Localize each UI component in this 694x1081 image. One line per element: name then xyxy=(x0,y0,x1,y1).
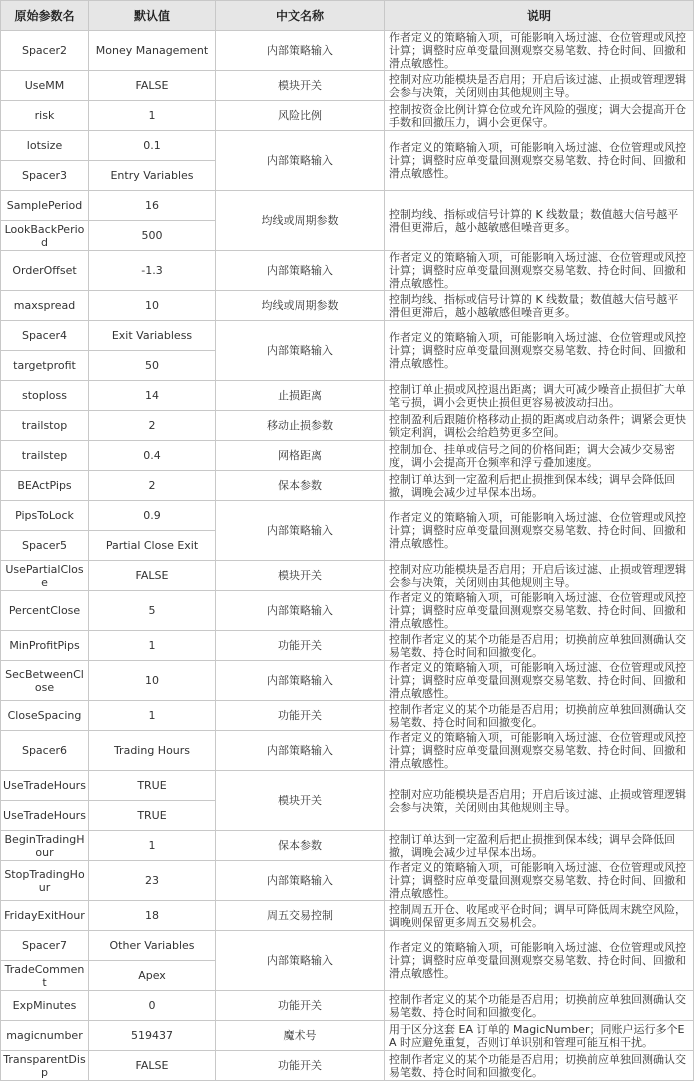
table-row xyxy=(1,31,694,71)
default-value-cell: Exit Variabless xyxy=(89,321,216,351)
param-name-cell: Spacer4 xyxy=(1,321,89,351)
table-row xyxy=(1,191,694,221)
table-row xyxy=(1,71,694,101)
chinese-name-cell: 内部策略输入 xyxy=(216,31,385,71)
param-name-cell: TradeComment xyxy=(1,961,89,991)
chinese-name-cell: 保本参数 xyxy=(216,471,385,501)
table-row xyxy=(1,501,694,531)
table-row xyxy=(1,591,694,631)
chinese-name-cell: 功能开关 xyxy=(216,1051,385,1081)
chinese-name-cell: 内部策略输入 xyxy=(216,321,385,381)
default-value-cell: 0.4 xyxy=(89,441,216,471)
chinese-name-cell: 模块开关 xyxy=(216,771,385,831)
param-name-cell: MinProfitPips xyxy=(1,631,89,661)
chinese-name-cell: 内部策略输入 xyxy=(216,131,385,191)
default-value-cell: Entry Variables xyxy=(89,161,216,191)
description-cell: 控制作者定义的某个功能是否启用；切换前应单独回测确认交易笔数、持仓时间和回撤变化。 xyxy=(385,631,694,661)
param-name-cell: Spacer3 xyxy=(1,161,89,191)
chinese-name-cell: 内部策略输入 xyxy=(216,731,385,771)
description-cell: 控制作者定义的某个功能是否启用；切换前应单独回测确认交易笔数、持仓时间和回撤变化。 xyxy=(385,701,694,731)
default-value-cell: 10 xyxy=(89,661,216,701)
param-name-cell: risk xyxy=(1,101,89,131)
description-cell: 控制作者定义的某个功能是否启用；切换前应单独回测确认交易笔数、持仓时间和回撤变化。 xyxy=(385,1051,694,1081)
default-value-cell: Partial Close Exit xyxy=(89,531,216,561)
description-cell: 控制按资金比例计算仓位或允许风险的强度；调大会提高开仓手数和回撤压力，调小会更保守。 xyxy=(385,101,694,131)
table-row xyxy=(1,661,694,701)
param-name-cell: stoploss xyxy=(1,381,89,411)
description-cell: 控制对应功能模块是否启用；开启后该过滤、止损或管理逻辑会参与决策，关闭则由其他规则主导。 xyxy=(385,561,694,591)
param-name-cell: UseMM xyxy=(1,71,89,101)
description-cell: 作者定义的策略输入项，可能影响入场过滤、仓位管理或风控计算；调整时应单变量回测观察交易笔数、持仓时间、回撤和滑点敏感性。 xyxy=(385,591,694,631)
param-name-cell: UseTradeHours xyxy=(1,771,89,801)
description-cell: 控制订单达到一定盈利后把止损推到保本线；调早会降低回撤，调晚会减少过早保本出场。 xyxy=(385,471,694,501)
default-value-cell: -1.3 xyxy=(89,251,216,291)
table-row xyxy=(1,411,694,441)
description-cell: 控制对应功能模块是否启用；开启后该过滤、止损或管理逻辑会参与决策，关闭则由其他规则主导。 xyxy=(385,771,694,831)
chinese-name-cell: 模块开关 xyxy=(216,561,385,591)
header-chinese-name: 中文名称 xyxy=(216,1,385,31)
param-name-cell: Spacer5 xyxy=(1,531,89,561)
param-name-cell: trailstep xyxy=(1,441,89,471)
table-row xyxy=(1,931,694,961)
chinese-name-cell: 内部策略输入 xyxy=(216,591,385,631)
table-body xyxy=(1,31,694,1081)
param-name-cell: Spacer6 xyxy=(1,731,89,771)
table-row xyxy=(1,381,694,411)
chinese-name-cell: 均线或周期参数 xyxy=(216,291,385,321)
chinese-name-cell: 内部策略输入 xyxy=(216,661,385,701)
table-row xyxy=(1,561,694,591)
chinese-name-cell: 功能开关 xyxy=(216,631,385,661)
default-value-cell: TRUE xyxy=(89,801,216,831)
default-value-cell: 1 xyxy=(89,631,216,661)
table-row xyxy=(1,731,694,771)
description-cell: 控制均线、指标或信号计算的 K 线数量；数值越大信号越平滑但更滞后，越小越敏感但噪音更多。 xyxy=(385,291,694,321)
default-value-cell: 1 xyxy=(89,101,216,131)
param-name-cell: TransparentDisp xyxy=(1,1051,89,1081)
default-value-cell: Money Management xyxy=(89,31,216,71)
description-cell: 用于区分这套 EA 订单的 MagicNumber；同账户运行多个EA 时应避免重复，否则订单识别和管理可能互相干扰。 xyxy=(385,1021,694,1051)
chinese-name-cell: 功能开关 xyxy=(216,701,385,731)
default-value-cell: 14 xyxy=(89,381,216,411)
param-name-cell: targetprofit xyxy=(1,351,89,381)
default-value-cell: 23 xyxy=(89,861,216,901)
param-name-cell: BeginTradingHour xyxy=(1,831,89,861)
description-cell: 控制作者定义的某个功能是否启用；切换前应单独回测确认交易笔数、持仓时间和回撤变化。 xyxy=(385,991,694,1021)
table-row xyxy=(1,701,694,731)
default-value-cell: 0.9 xyxy=(89,501,216,531)
table-header-row xyxy=(1,1,694,31)
description-cell: 控制均线、指标或信号计算的 K 线数量；数值越大信号越平滑但更滞后，越小越敏感但噪音更多。 xyxy=(385,191,694,251)
param-name-cell: Spacer2 xyxy=(1,31,89,71)
param-name-cell: CloseSpacing xyxy=(1,701,89,731)
default-value-cell: Apex xyxy=(89,961,216,991)
description-cell: 作者定义的策略输入项，可能影响入场过滤、仓位管理或风控计算；调整时应单变量回测观察交易笔数、持仓时间、回撤和滑点敏感性。 xyxy=(385,931,694,991)
chinese-name-cell: 功能开关 xyxy=(216,991,385,1021)
description-cell: 控制订单达到一定盈利后把止损推到保本线；调早会降低回撤，调晚会减少过早保本出场。 xyxy=(385,831,694,861)
table-row xyxy=(1,321,694,351)
chinese-name-cell: 内部策略输入 xyxy=(216,251,385,291)
default-value-cell: 2 xyxy=(89,471,216,501)
table-row xyxy=(1,991,694,1021)
description-cell: 作者定义的策略输入项，可能影响入场过滤、仓位管理或风控计算；调整时应单变量回测观察交易笔数、持仓时间、回撤和滑点敏感性。 xyxy=(385,661,694,701)
table-row xyxy=(1,771,694,801)
param-name-cell: UsePartialClose xyxy=(1,561,89,591)
chinese-name-cell: 内部策略输入 xyxy=(216,931,385,991)
description-cell: 作者定义的策略输入项，可能影响入场过滤、仓位管理或风控计算；调整时应单变量回测观察交易笔数、持仓时间、回撤和滑点敏感性。 xyxy=(385,321,694,381)
default-value-cell: 16 xyxy=(89,191,216,221)
param-name-cell: BEActPips xyxy=(1,471,89,501)
param-name-cell: SecBetweenClose xyxy=(1,661,89,701)
default-value-cell: TRUE xyxy=(89,771,216,801)
description-cell: 作者定义的策略输入项，可能影响入场过滤、仓位管理或风控计算；调整时应单变量回测观察交易笔数、持仓时间、回撤和滑点敏感性。 xyxy=(385,501,694,561)
table-row xyxy=(1,861,694,901)
default-value-cell: FALSE xyxy=(89,1051,216,1081)
description-cell: 控制加仓、挂单或信号之间的价格间距；调大会减少交易密度，调小会提高开仓频率和浮亏叠加速度。 xyxy=(385,441,694,471)
description-cell: 作者定义的策略输入项，可能影响入场过滤、仓位管理或风控计算；调整时应单变量回测观察交易笔数、持仓时间、回撤和滑点敏感性。 xyxy=(385,31,694,71)
default-value-cell: 2 xyxy=(89,411,216,441)
default-value-cell: 519437 xyxy=(89,1021,216,1051)
description-cell: 作者定义的策略输入项，可能影响入场过滤、仓位管理或风控计算；调整时应单变量回测观察交易笔数、持仓时间、回撤和滑点敏感性。 xyxy=(385,731,694,771)
description-cell: 作者定义的策略输入项，可能影响入场过滤、仓位管理或风控计算；调整时应单变量回测观察交易笔数、持仓时间、回撤和滑点敏感性。 xyxy=(385,251,694,291)
chinese-name-cell: 保本参数 xyxy=(216,831,385,861)
description-cell: 控制周五开仓、收尾或平仓时间；调早可降低周末跳空风险，调晚则保留更多周五交易机会。 xyxy=(385,901,694,931)
param-name-cell: FridayExitHour xyxy=(1,901,89,931)
chinese-name-cell: 内部策略输入 xyxy=(216,501,385,561)
chinese-name-cell: 网格距离 xyxy=(216,441,385,471)
default-value-cell: 5 xyxy=(89,591,216,631)
table-row xyxy=(1,1051,694,1081)
param-name-cell: UseTradeHours xyxy=(1,801,89,831)
param-name-cell: magicnumber xyxy=(1,1021,89,1051)
default-value-cell: 500 xyxy=(89,221,216,251)
description-cell: 作者定义的策略输入项，可能影响入场过滤、仓位管理或风控计算；调整时应单变量回测观察交易笔数、持仓时间、回撤和滑点敏感性。 xyxy=(385,131,694,191)
description-cell: 作者定义的策略输入项，可能影响入场过滤、仓位管理或风控计算；调整时应单变量回测观察交易笔数、持仓时间、回撤和滑点敏感性。 xyxy=(385,861,694,901)
param-name-cell: maxspread xyxy=(1,291,89,321)
default-value-cell: FALSE xyxy=(89,71,216,101)
table-row xyxy=(1,131,694,161)
param-name-cell: ExpMinutes xyxy=(1,991,89,1021)
chinese-name-cell: 移动止损参数 xyxy=(216,411,385,441)
default-value-cell: Trading Hours xyxy=(89,731,216,771)
chinese-name-cell: 周五交易控制 xyxy=(216,901,385,931)
default-value-cell: 1 xyxy=(89,701,216,731)
header-default-value: 默认值 xyxy=(89,1,216,31)
table-row xyxy=(1,831,694,861)
param-name-cell: LookBackPeriod xyxy=(1,221,89,251)
param-name-cell: trailstop xyxy=(1,411,89,441)
param-name-cell: StopTradingHour xyxy=(1,861,89,901)
chinese-name-cell: 魔术号 xyxy=(216,1021,385,1051)
default-value-cell: FALSE xyxy=(89,561,216,591)
param-name-cell: PercentClose xyxy=(1,591,89,631)
table-row xyxy=(1,251,694,291)
param-name-cell: OrderOffset xyxy=(1,251,89,291)
chinese-name-cell: 风险比例 xyxy=(216,101,385,131)
param-name-cell: PipsToLock xyxy=(1,501,89,531)
description-cell: 控制盈利后跟随价格移动止损的距离或启动条件；调紧会更快锁定利润，调松会给趋势更多空间。 xyxy=(385,411,694,441)
table-row xyxy=(1,101,694,131)
default-value-cell: 1 xyxy=(89,831,216,861)
default-value-cell: 18 xyxy=(89,901,216,931)
chinese-name-cell: 内部策略输入 xyxy=(216,861,385,901)
header-original-name: 原始参数名 xyxy=(1,1,89,31)
default-value-cell: 0.1 xyxy=(89,131,216,161)
default-value-cell: 0 xyxy=(89,991,216,1021)
default-value-cell: 50 xyxy=(89,351,216,381)
table-row xyxy=(1,901,694,931)
param-name-cell: Spacer7 xyxy=(1,931,89,961)
chinese-name-cell: 均线或周期参数 xyxy=(216,191,385,251)
param-name-cell: SamplePeriod xyxy=(1,191,89,221)
default-value-cell: 10 xyxy=(89,291,216,321)
table-row xyxy=(1,1021,694,1051)
chinese-name-cell: 模块开关 xyxy=(216,71,385,101)
table-row xyxy=(1,631,694,661)
description-cell: 控制订单止损或风控退出距离；调大可减少噪音止损但扩大单笔亏损，调小会更快止损但更容易被波动扫出。 xyxy=(385,381,694,411)
param-name-cell: lotsize xyxy=(1,131,89,161)
table-row xyxy=(1,471,694,501)
table-row xyxy=(1,441,694,471)
default-value-cell: Other Variables xyxy=(89,931,216,961)
header-description: 说明 xyxy=(385,1,694,31)
chinese-name-cell: 止损距离 xyxy=(216,381,385,411)
description-cell: 控制对应功能模块是否启用；开启后该过滤、止损或管理逻辑会参与决策，关闭则由其他规则主导。 xyxy=(385,71,694,101)
table-row xyxy=(1,291,694,321)
